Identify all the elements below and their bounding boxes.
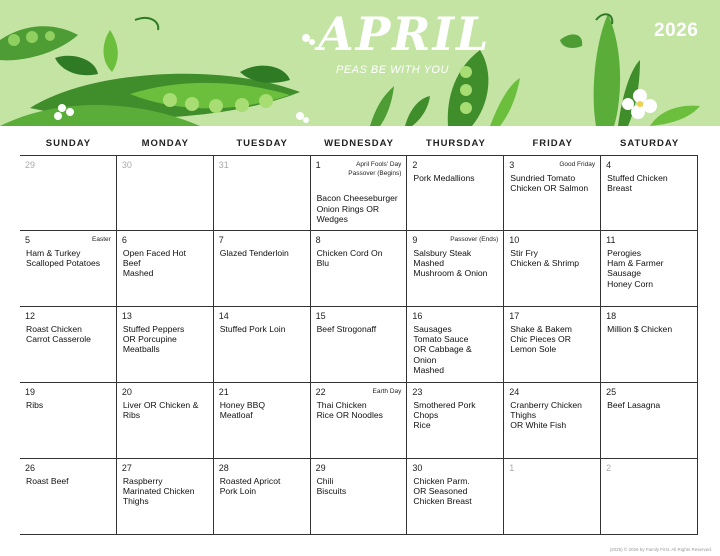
day-cell <box>20 231 117 307</box>
day-number: 9 <box>412 235 418 245</box>
day-cell <box>601 231 698 307</box>
meal-text: Beef Lasagna <box>607 400 661 410</box>
meal-text: Perogies Ham & Farmer Sausage Honey Corn <box>607 248 664 289</box>
day-cell <box>214 155 311 231</box>
day-cell <box>504 383 601 459</box>
day-cell <box>117 307 214 383</box>
meal-text: Sausages Tomato Sauce OR Cabbage & Onion Mashed <box>413 324 472 375</box>
day-cell <box>407 231 504 307</box>
holiday-label: Passover (Ends) <box>450 236 499 243</box>
weekday-sunday: SUNDAY <box>45 138 92 149</box>
day-number: 10 <box>509 235 520 245</box>
day-cell <box>214 231 311 307</box>
day-number: 1 <box>315 160 321 170</box>
month-title: APRIL <box>318 7 491 61</box>
day-cell <box>117 383 214 459</box>
meal-text: Stuffed Peppers OR Porcupine Meatballs <box>122 324 185 355</box>
day-cell <box>407 307 504 383</box>
day-cell <box>20 307 117 383</box>
weekday-monday: MONDAY <box>141 138 189 149</box>
meal-text: Cranberry Chicken Thighs OR White Fish <box>510 400 582 431</box>
weekday-friday: FRIDAY <box>532 138 573 149</box>
day-number: 26 <box>25 463 36 473</box>
day-cell <box>311 155 408 231</box>
day-cell <box>504 307 601 383</box>
meal-text: Chicken Parm. OR Seasoned Chicken Breast <box>413 476 472 507</box>
day-number: 30 <box>121 160 132 170</box>
day-number: 3 <box>509 160 515 170</box>
day-number: 2 <box>606 463 612 473</box>
meal-text: Roasted Apricot Pork Loin <box>219 476 281 497</box>
meal-text: Open Faced Hot Beef Mashed <box>122 248 186 279</box>
meal-text: Smothered Pork Chops Rice <box>413 400 476 431</box>
day-number: 6 <box>121 235 127 245</box>
day-number: 7 <box>218 235 224 245</box>
meal-text: Roast Beef <box>26 476 69 486</box>
day-cell <box>214 459 311 535</box>
day-cell <box>504 459 601 535</box>
day-number: 30 <box>412 463 423 473</box>
meal-text: Beef Strogonaff <box>316 324 377 334</box>
meal-text: Stuffed Pork Loin <box>219 324 286 334</box>
calendar-grid <box>20 155 698 535</box>
day-cell <box>311 231 408 307</box>
day-cell <box>407 383 504 459</box>
weekday-thursday: THURSDAY <box>425 138 486 149</box>
year-label: 2026 <box>654 20 699 41</box>
day-number: 16 <box>412 311 423 321</box>
weekday-tuesday: TUESDAY <box>236 138 288 149</box>
day-cell <box>117 155 214 231</box>
day-cell <box>311 459 408 535</box>
day-cell <box>601 459 698 535</box>
meal-text: Chicken Cord On Blu <box>316 248 383 269</box>
day-number: 25 <box>606 387 617 397</box>
day-number: 2 <box>412 160 418 170</box>
day-number: 28 <box>218 463 229 473</box>
day-number: 1 <box>509 463 515 473</box>
day-number: 18 <box>606 311 617 321</box>
day-cell <box>601 155 698 231</box>
holiday-label: Easter <box>92 236 111 243</box>
day-cell <box>20 155 117 231</box>
meal-text: Stuffed Chicken Breast <box>607 173 668 194</box>
day-number: 31 <box>218 160 229 170</box>
day-cell <box>20 459 117 535</box>
day-number: 8 <box>315 235 321 245</box>
meal-text: Honey BBQ Meatloaf <box>219 400 266 421</box>
day-number: 22 <box>315 387 326 397</box>
day-cell <box>117 459 214 535</box>
meal-text: Glazed Tenderloin <box>219 248 289 258</box>
meal-text: Sundried Tomato Chicken OR Salmon <box>510 173 589 194</box>
header-banner <box>0 0 720 126</box>
day-number: 29 <box>315 463 326 473</box>
day-number: 24 <box>509 387 520 397</box>
day-cell <box>214 383 311 459</box>
copyright-footer: (2026) © 2026 by Family First. All Rights Reserved. <box>609 547 712 552</box>
holiday-label: Earth Day <box>372 388 402 395</box>
day-number: 19 <box>25 387 36 397</box>
weekday-saturday: SATURDAY <box>619 138 680 149</box>
meal-text: Chili Biscuits <box>316 476 347 497</box>
day-cell <box>601 307 698 383</box>
day-cell <box>311 307 408 383</box>
meal-text: Thai Chicken Rice OR Noodles <box>316 400 383 421</box>
day-number: 29 <box>25 160 36 170</box>
day-number: 23 <box>412 387 423 397</box>
day-cell <box>601 383 698 459</box>
meal-text: Stir Fry Chicken & Shrimp <box>510 248 580 269</box>
day-cell <box>407 155 504 231</box>
meal-text: Shake & Bakem Chic Pieces OR Lemon Sole <box>510 324 572 355</box>
day-number: 17 <box>509 311 520 321</box>
day-cell <box>504 231 601 307</box>
holiday-label: April Fools' Day Passover (Begins) <box>348 161 402 177</box>
day-number: 12 <box>25 311 36 321</box>
day-number: 5 <box>25 235 31 245</box>
day-cell <box>20 383 117 459</box>
meal-text: Roast Chicken Carrot Casserole <box>26 324 91 345</box>
day-cell <box>504 155 601 231</box>
day-number: 20 <box>121 387 132 397</box>
day-number: 15 <box>315 311 326 321</box>
day-number: 11 <box>606 235 616 245</box>
meal-text: Salsbury Steak Mashed Mushroom & Onion <box>413 248 488 279</box>
day-number: 4 <box>606 160 612 170</box>
meal-text: Ribs <box>26 400 44 410</box>
day-number: 14 <box>218 311 229 321</box>
meal-text: Bacon Cheeseburger Onion Rings OR Wedges <box>316 193 398 224</box>
meal-text: Raspberry Marinated Chicken Thighs <box>122 476 195 507</box>
day-cell <box>311 383 408 459</box>
meal-text: Million $ Chicken <box>607 324 673 334</box>
tagline: PEAS BE WITH YOU <box>336 64 449 76</box>
day-cell <box>214 307 311 383</box>
weekday-wednesday: WEDNESDAY <box>324 138 394 149</box>
meal-text: Liver OR Chicken & Ribs <box>122 400 199 421</box>
holiday-label: Good Friday <box>559 161 596 168</box>
day-number: 13 <box>121 311 132 321</box>
day-cell <box>407 459 504 535</box>
day-number: 21 <box>218 387 229 397</box>
day-cell <box>117 231 214 307</box>
meal-text: Ham & Turkey Scalloped Potatoes <box>26 248 101 269</box>
meal-text: Pork Medallions <box>413 173 475 183</box>
weekday-header-row <box>20 134 698 154</box>
day-number: 27 <box>121 463 132 473</box>
